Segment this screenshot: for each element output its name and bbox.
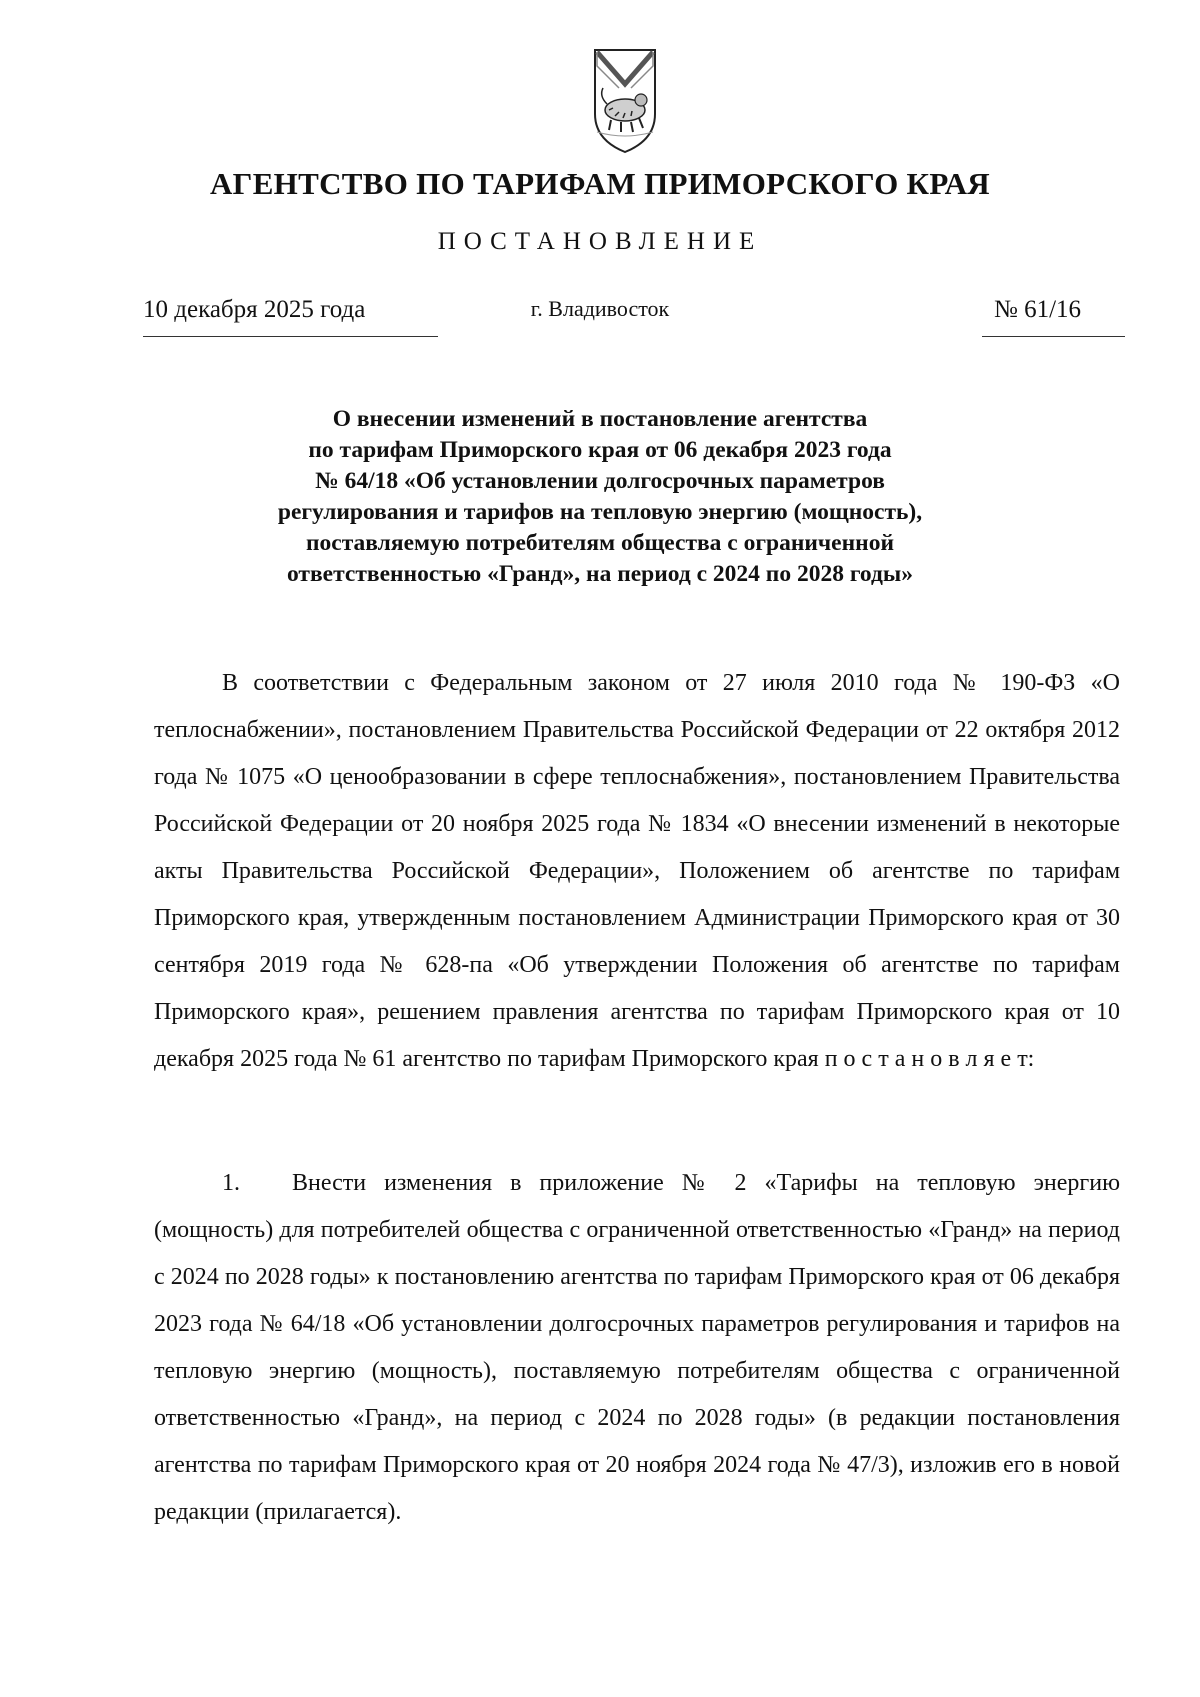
document-date: 10 декабря 2025 года — [143, 296, 438, 337]
document-city: г. Владивосток — [530, 296, 670, 321]
coat-of-arms-icon — [591, 44, 659, 156]
document-type: ПОСТАНОВЛЕНИЕ — [437, 228, 763, 255]
item-number: 1. — [222, 1170, 240, 1196]
document-subject: О внесении изменений в постановление агентства по тарифам Приморского края от 06 декабря 2023 года № 64/18 «Об установлении долгосрочных параметров регулирования и тарифов на тепловую энергию (мощность), поставляемую потребителям общества с ограниченной ответственностью «Гранд», на период с 2024 по 2028 годы» — [277, 406, 923, 587]
preamble-paragraph: В соответствии с Федеральным законом от 27 июля 2010 года № 190-ФЗ «О теплоснабжении», постановлением Правительства Российской Федерации от 22 октября 2012 года № 1075 «О ценообразовании в сфере теплоснабжения», постановлением Правительства Российской Федерации от 20 ноября 2025 года № 1834 «О внесении изменений в некоторые акты Правительства Российской Федерации», Положением об агентстве по тарифам Приморского края, утвержденным постановлением Администрации Приморского края от 30 сентября 2019 года № 628-па «Об утверждении Положения об агентстве по тарифам Приморского края», решением правления агентства по тарифам Приморского края от 10 декабря 2025 года № 61 агентство по тарифам Приморского края п о с т а н о в л я е т: — [154, 670, 1120, 1072]
item-paragraph — [154, 1160, 1120, 1536]
agency-title: АГЕНТСТВО ПО ТАРИФАМ ПРИМОРСКОГО КРАЯ — [210, 166, 990, 201]
item-text: Внести изменения в приложение № 2 «Тарифы на тепловую энергию (мощность) для потребителей общества с ограниченной ответственностью «Гранд» на период с 2024 по 2028 годы» к постановлению агентства по тарифам Приморского края от 06 декабря 2023 года № 64/18 «Об установлении долгосрочных параметров регулирования и тарифов на тепловую энергию (мощность), поставляемую потребителям общества с ограниченной ответственностью «Гранд», на период с 2024 по 2028 годы» (в редакции постановления агентства по тарифам Приморского края от 20 ноября 2024 года № 47/3), изложив его в новой редакции (прилагается). — [154, 1170, 1120, 1525]
document-number: № 61/16 — [982, 296, 1125, 337]
